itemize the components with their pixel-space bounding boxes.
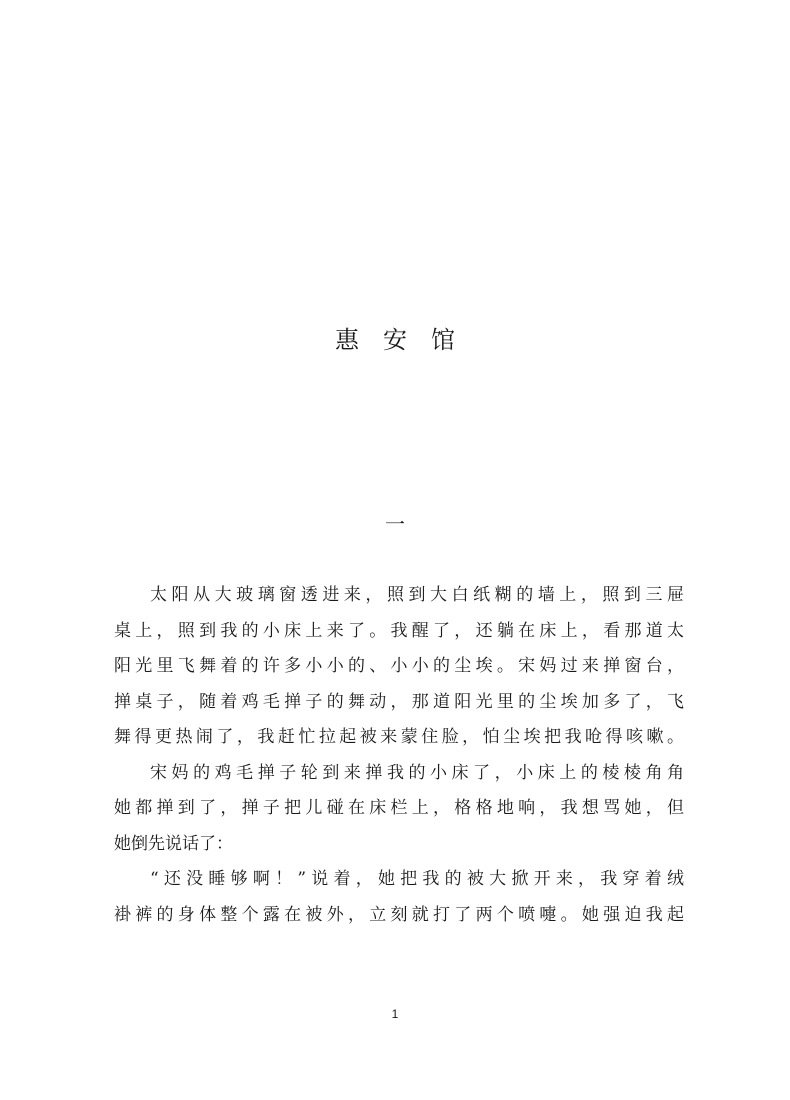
text-line: 太阳从大玻璃窗透进来，照到大白纸糊的墙上，照到三屉 xyxy=(150,585,684,605)
text-line: 宋妈的鸡毛掸子轮到来掸我的小床了，小床上的棱棱角角 xyxy=(150,762,684,783)
text-line: 舞得更热闹了，我赶忙拉起被来蒙住脸，怕尘埃把我呛得咳嗽。 xyxy=(114,727,684,747)
text-line: 褂裤的身体整个露在被外，立刻就打了两个喷嚏。她强迫我起 xyxy=(114,904,684,925)
text-line: 掸桌子，随着鸡毛掸子的舞动，那道阳光里的尘埃加多了，飞 xyxy=(114,691,684,712)
text-line: 她倒先说话了： xyxy=(114,833,233,854)
text-line: “还没睡够啊！”说着，她把我的被大掀开来，我穿着绒 xyxy=(150,869,684,889)
page-number: 1 xyxy=(391,1007,399,1021)
text-line: 阳光里飞舞着的许多小小的、小小的尘埃。宋妈过来掸窗台， xyxy=(114,656,684,676)
text-line: 她都掸到了，掸子把儿碰在床栏上，格格地响，我想骂她，但 xyxy=(114,798,684,818)
text-line: 桌上，照到我的小床上来了。我醒了，还躺在床上，看那道太 xyxy=(114,620,684,641)
section-number: 一 xyxy=(385,512,405,536)
body-text xyxy=(114,578,684,933)
chapter-title: 惠 安 馆 xyxy=(335,326,455,354)
